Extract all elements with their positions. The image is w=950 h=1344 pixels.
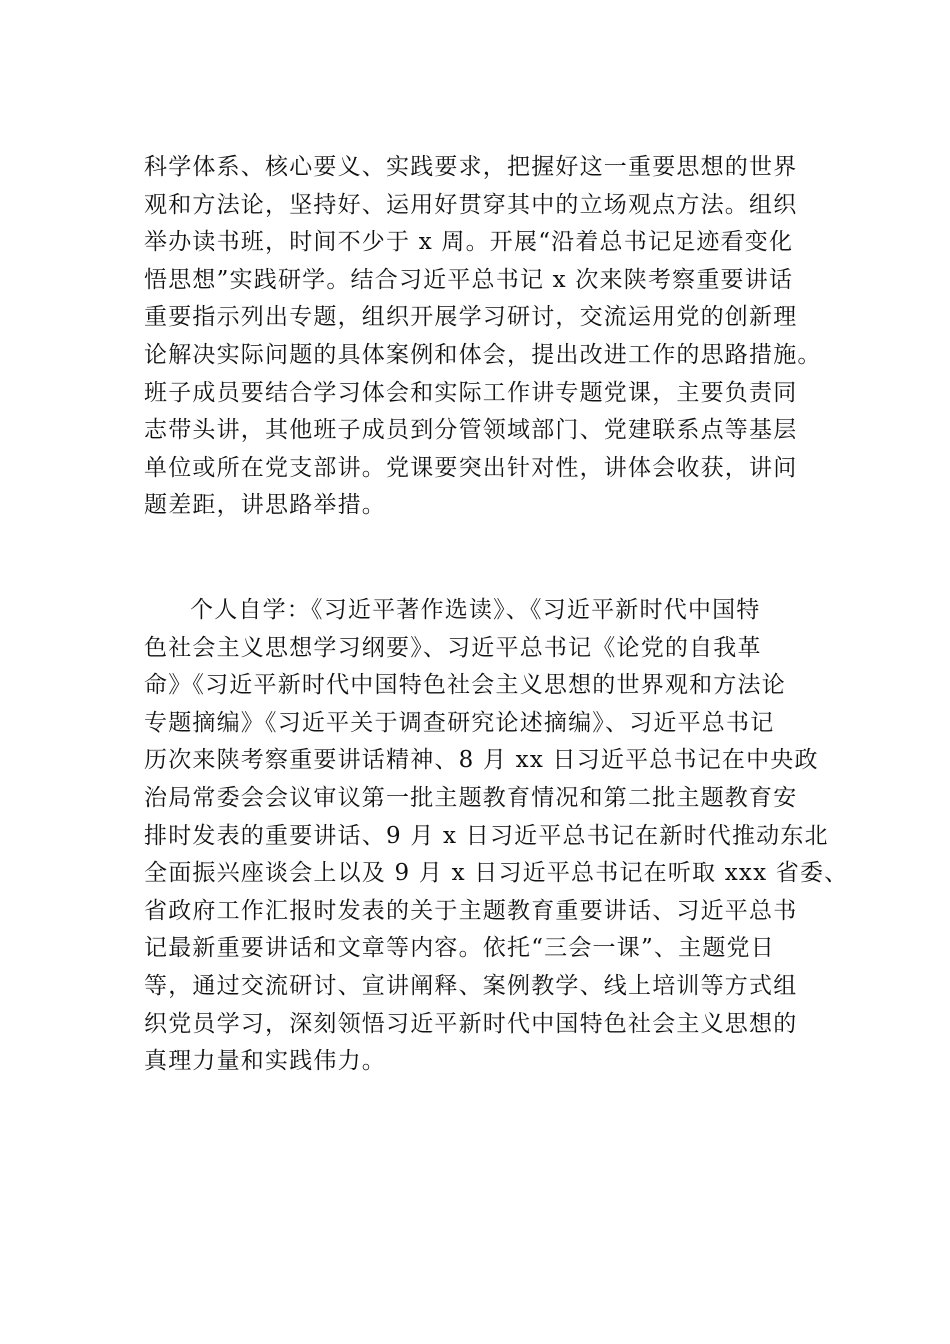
text-line: 观和方法论，坚持好、运用好贯穿其中的立场观点方法。组织	[144, 191, 798, 218]
text-line: 等，通过交流研讨、宣讲阐释、案例教学、线上培训等方式组	[144, 972, 798, 999]
text-line: 班子成员要结合学习体会和实际工作讲专题党课，主要负责同	[144, 379, 798, 406]
text-line: 举办读书班，时间不少于 x 周。开展“沿着总书记足迹看变化	[144, 229, 794, 256]
text-line: 全面振兴座谈会上以及 9 月 x 日习近平总书记在听取 xxx 省委、	[144, 860, 849, 887]
paragraph-study-requirements	[144, 149, 844, 525]
text-line: 个人自学：《习近平著作选读》、《习近平新时代中国特	[190, 597, 761, 623]
text-line: 色社会主义思想学习纲要》、习近平总书记《论党的自我革	[144, 634, 762, 661]
text-line: 织党员学习，深刻领悟习近平新时代中国特色社会主义思想的	[144, 1010, 798, 1037]
text-line: 命》《习近平新时代中国特色社会主义思想的世界观和方法论	[144, 672, 786, 699]
text-line: 志带头讲，其他班子成员到分管领域部门、党建联系点等基层	[144, 417, 798, 444]
text-line: 悟思想”实践研学。结合习近平总书记 x 次来陕考察重要讲话	[144, 266, 794, 293]
paragraph-self-study	[144, 592, 849, 1081]
text-line: 排时发表的重要讲话、9 月 x 日习近平总书记在新时代推动东北	[144, 822, 829, 849]
text-line: 历次来陕考察重要讲话精神、8 月 xx 日习近平总书记在中央政	[144, 747, 819, 774]
text-line: 省政府工作汇报时发表的关于主题教育重要讲话、习近平总书	[144, 897, 798, 924]
text-line: 科学体系、核心要义、实践要求，把握好这一重要思想的世界	[144, 154, 798, 180]
text-line: 重要指示列出专题，组织开展学习研讨，交流运用党的创新理	[144, 304, 798, 331]
text-line: 论解决实际问题的具体案例和体会，提出改进工作的思路措施。	[144, 341, 822, 368]
text-line: 单位或所在党支部讲。党课要突出针对性，讲体会收获，讲问	[144, 454, 798, 481]
text-line: 真理力量和实践伟力。	[144, 1048, 386, 1075]
text-line: 专题摘编》《习近平关于调查研究论述摘编》、习近平总书记	[144, 709, 775, 736]
text-line: 治局常委会会议审议第一批主题教育情况和第二批主题教育安	[144, 784, 798, 811]
text-line: 记最新重要讲话和文章等内容。依托“三会一课”、主题党日	[144, 935, 775, 962]
text-line: 题差距，讲思路举措。	[144, 492, 386, 519]
